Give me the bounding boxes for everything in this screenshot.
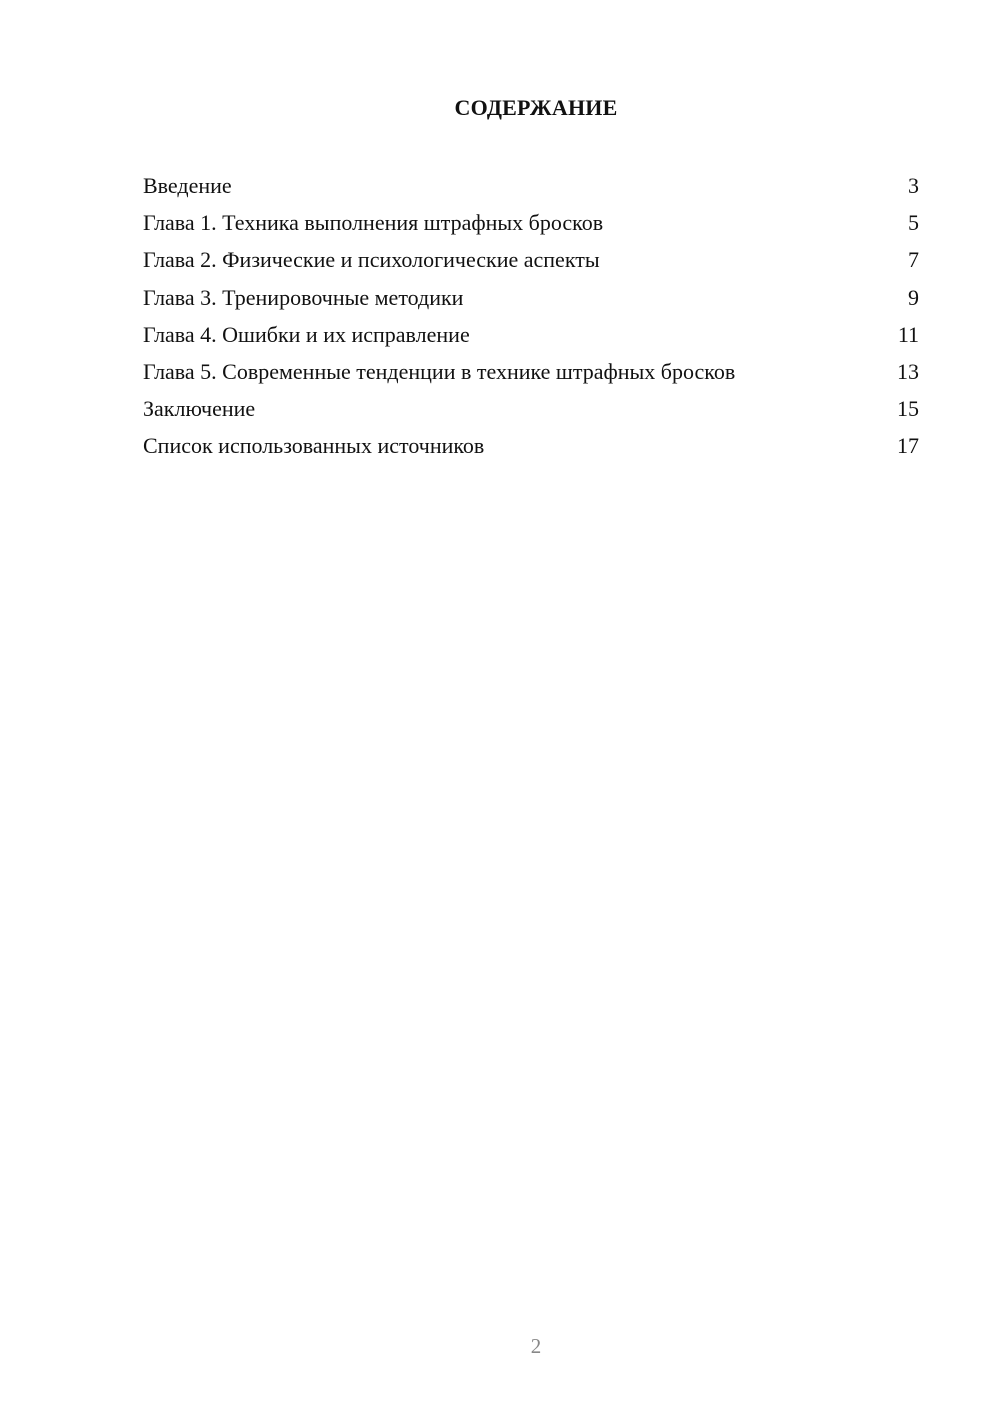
toc-entry-label: Глава 1. Техника выполнения штрафных бросков (143, 210, 604, 236)
toc-entry-page: 13 (897, 358, 919, 384)
toc-entry-references (143, 427, 919, 464)
toc-entry-page: 11 (897, 321, 919, 347)
toc-entry-chapter-1 (143, 204, 919, 241)
toc-entry-label: Введение (143, 173, 232, 198)
toc-entry-page: 5 (908, 210, 919, 236)
toc-title: СОДЕРЖАНИЕ (454, 95, 618, 120)
toc-entry-page: 9 (908, 284, 919, 310)
toc-entry-chapter-4 (143, 316, 919, 353)
toc-entry-page: 15 (897, 396, 919, 422)
toc-entry-introduction (143, 167, 919, 204)
toc-entry-label: Глава 4. Ошибки и их исправление (143, 321, 470, 347)
toc-entry-chapter-2 (143, 241, 919, 278)
toc-entry-conclusion (143, 390, 919, 427)
toc-entry-page: 7 (908, 247, 919, 273)
toc-entry-page: 17 (897, 433, 919, 459)
toc-entry-label: Список использованных источников (143, 433, 485, 459)
toc-entry-chapter-5 (143, 353, 919, 390)
toc-entry-chapter-3 (143, 279, 919, 316)
toc-entry-label: Глава 2. Физические и психологические аспекты (143, 247, 600, 273)
table-of-contents (143, 167, 919, 465)
toc-entry-label: Глава 3. Тренировочные методики (143, 284, 464, 310)
toc-entry-label: Заключение (143, 396, 256, 422)
toc-entry-label: Глава 5. Современные тенденции в технике штрафных бросков (143, 358, 736, 384)
toc-entry-page: 3 (908, 173, 919, 198)
page-number: 2 (530, 1334, 542, 1358)
